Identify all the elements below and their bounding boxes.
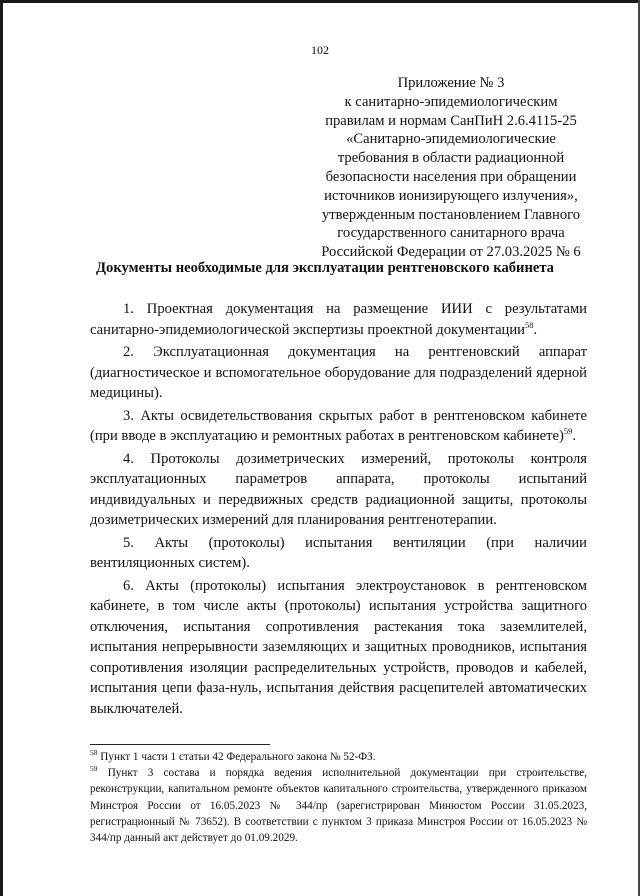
list-item-tail: . [572,428,576,444]
document-body [90,299,587,721]
appendix-line: к санитарно-эпидемиологическим [344,93,558,110]
list-item-text: 1. Проектная документация на размещение ИИИ с результатами санитарно-эпидемиологической экспертизы проектной документации [90,301,587,338]
appendix-line: безопасности населения при обращении [325,168,577,185]
list-item-text: 6. Акты (протоколы) испытания электроустановок в рентгеновском кабинете, в том числе акты (протоколы) испытания устройства защитного отключения, испытания сопротивления растекания тока заземлителей, испытания непрерывности заземляющих и защитных проводников, испытания сопротивления изоляции распределительных устройств, проводов и кабелей, испытания цепи фаза-нуль, испытания действия расцепителей автоматических выключателей. [90,577,587,717]
appendix-header [296,74,606,262]
footnote [90,749,587,765]
footnote-text: Пункт 3 состава и порядка ведения исполнительной документации при строительстве, реконструкции, капитальном ремонте объектов капитального строительства, утвержденного приказом Минстроя России от 16.05.2023 № 344/пр (зарегистрирован Минюстом России 31.05.2023, регистрационный № 73652). В соответствии с пунктом 3 приказа Минстроя России от 16.05.2023 № 344/пр данный акт действует до 01.09.2029. [90,767,587,845]
footnote-divider [90,744,270,745]
list-item-text: 3. Акты освидетельствования скрытых работ в рентгеновском кабинете (при вводе в эксплуатацию и ремонтных работах в рентгеновском кабинете) [90,407,587,444]
appendix-line: правилам и нормам СанПиН 2.6.4115-25 [325,112,577,129]
footnotes [90,749,587,846]
list-item-tail: . [533,321,538,338]
footnote-ref: 58 [524,319,534,330]
list-item [90,299,587,340]
appendix-line: «Санитарно-эпидемиологические [346,131,556,148]
list-item [90,406,587,447]
appendix-line: Российской Федерации от 27.03.2025 № 6 [321,244,581,261]
footnote-mark: 58 [90,748,98,757]
footnote-ref: 59 [563,426,573,436]
list-item-text: 2. Эксплуатационная документация на рентгеновский аппарат (диагностическое и вспомогательное оборудование для подразделений ядерной медицины). [90,344,587,401]
scan-border-top [0,0,640,3]
appendix-line: государственного санитарного врача [337,225,565,242]
footnote [90,765,587,846]
footnote-text: Пункт 1 части 1 статьи 42 Федерального закона № 52-ФЗ. [100,751,376,763]
page-number: 102 [311,43,329,57]
list-item [90,576,587,720]
scan-border-left [0,0,3,896]
footnote-mark: 59 [90,764,98,774]
list-item-text: 4. Протоколы дозиметрических измерений, протоколы контроля эксплуатационных параметров аппарата, протоколы испытаний индивидуальных и передвижных средств радиационной защиты, протоколы дозиметрических измерений для планирования рентгенотерапии. [90,450,587,528]
appendix-line: источников ионизирующего излучения», [324,187,578,204]
list-item [90,533,587,574]
appendix-line: требования в области радиационной [337,150,565,167]
list-item [90,342,587,404]
document-title: Документы необходимые для эксплуатации рентгеновского кабинета [96,260,554,276]
appendix-line: Приложение № 3 [397,75,505,91]
appendix-line: утвержденным постановлением Главного [321,206,581,223]
list-item-text: 5. Акты (протоколы) испытания вентиляции (при наличии вентиляционных систем). [90,534,587,571]
list-item [90,449,587,531]
